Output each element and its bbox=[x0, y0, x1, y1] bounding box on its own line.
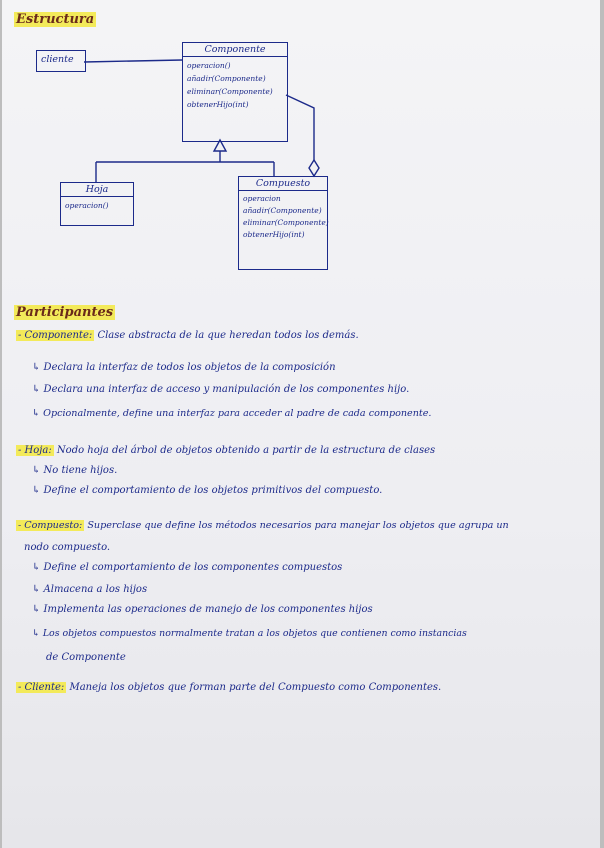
compuesto-op: obtenerHijo(int) bbox=[243, 230, 305, 239]
compuesto-description: Superclase que define los métodos necesarios para manejar los objetos que agrupa un bbox=[87, 520, 509, 531]
uml-class-componente bbox=[182, 42, 288, 142]
componente-description: Clase abstracta de la que heredan todos los demás. bbox=[97, 330, 359, 341]
cliente-term: - Cliente: bbox=[18, 682, 65, 693]
hoja-detail: ↳ No tiene hijos. bbox=[32, 465, 118, 476]
compuesto-detail: ↳ Los objetos compuestos normalmente tratan a los objetos que contienen como instancias bbox=[32, 628, 467, 639]
cliente-description: Maneja los objetos que forman parte del Compuesto como Componentes. bbox=[69, 682, 442, 693]
compuesto-op: añadir(Componente) bbox=[243, 206, 322, 215]
participant-compuesto bbox=[16, 520, 509, 531]
uml-class-hoja bbox=[60, 182, 134, 226]
hoja-term: - Hoja: bbox=[18, 445, 52, 456]
componente-op: obtenerHijo(int) bbox=[187, 100, 249, 109]
compuesto-ops bbox=[239, 191, 327, 243]
participants-heading: Participantes bbox=[16, 305, 114, 320]
componente-detail: ↳ Declara la interfaz de todos los objetos de la composición bbox=[32, 362, 336, 373]
compuesto-term: - Compuesto: bbox=[18, 520, 83, 531]
hoja-detail: ↳ Define el comportamiento de los objetos primitivos del compuesto. bbox=[32, 485, 383, 496]
componente-title: Componente bbox=[183, 43, 287, 57]
compuesto-title: Compuesto bbox=[239, 177, 327, 191]
compuesto-op: operacion bbox=[243, 194, 281, 203]
participant-cliente bbox=[16, 682, 441, 693]
aggregation-diamond bbox=[309, 160, 319, 176]
componente-detail: ↳ Opcionalmente, define una interfaz para acceder al padre de cada componente. bbox=[32, 408, 432, 419]
compuesto-detail-cont: de Componente bbox=[46, 652, 126, 663]
hoja-description: Nodo hoja del árbol de objetos obtenido a partir de la estructura de clases bbox=[56, 445, 436, 456]
structure-heading: Estructura bbox=[16, 12, 95, 27]
compuesto-detail: ↳ Almacena a los hijos bbox=[32, 584, 148, 595]
compuesto-detail: ↳ Implementa las operaciones de manejo de los componentes hijos bbox=[32, 604, 373, 615]
notebook-page bbox=[2, 0, 600, 848]
uml-class-cliente bbox=[36, 50, 86, 72]
hoja-op: operacion() bbox=[65, 201, 109, 210]
compuesto-op: eliminar(Componente) bbox=[243, 218, 329, 227]
compuesto-detail: ↳ Define el comportamiento de los componentes compuestos bbox=[32, 562, 343, 573]
componente-ops bbox=[183, 57, 287, 113]
componente-op: eliminar(Componente) bbox=[187, 87, 273, 96]
compuesto-description-cont: nodo compuesto. bbox=[24, 542, 111, 553]
componente-op: añadir(Componente) bbox=[187, 74, 266, 83]
aggregation-line bbox=[286, 95, 314, 164]
hoja-ops bbox=[61, 197, 133, 214]
cliente-label: cliente bbox=[41, 54, 74, 65]
participant-hoja bbox=[16, 445, 435, 456]
uml-class-compuesto bbox=[238, 176, 328, 270]
association-line bbox=[84, 60, 182, 62]
hoja-title: Hoja bbox=[61, 183, 133, 197]
componente-op: operacion() bbox=[187, 61, 231, 70]
componente-term: - Componente: bbox=[18, 330, 93, 341]
componente-detail: ↳ Declara una interfaz de acceso y manipulación de los componentes hijo. bbox=[32, 384, 410, 395]
participant-componente bbox=[16, 330, 359, 341]
